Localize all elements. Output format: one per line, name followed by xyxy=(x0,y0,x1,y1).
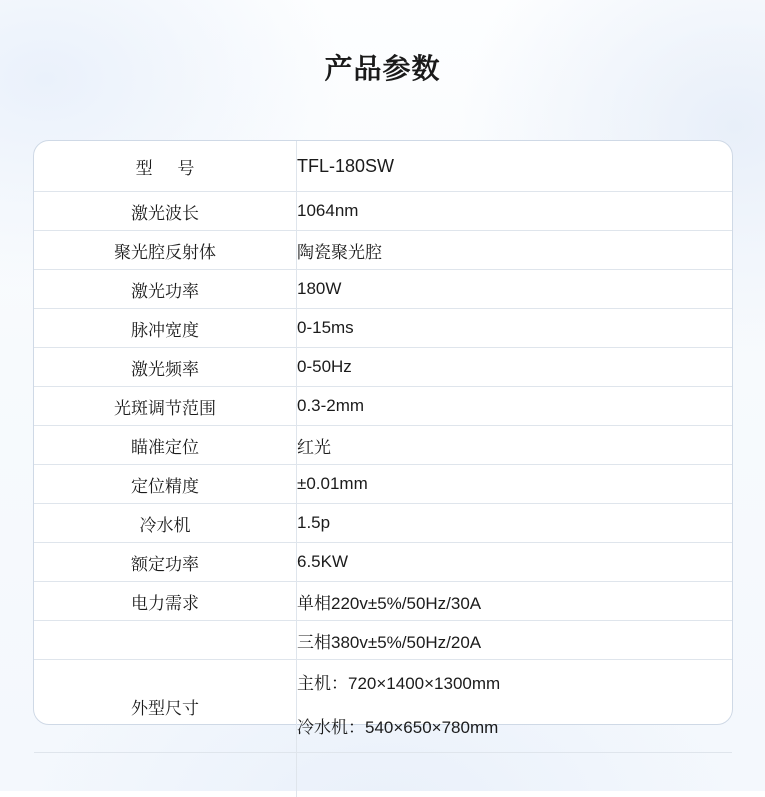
spec-label: 定位精度 xyxy=(34,465,297,504)
table-row xyxy=(34,387,732,426)
spec-value: 单相220v±5%/50Hz/30A xyxy=(297,582,733,621)
spec-value: 1.5p xyxy=(297,504,733,543)
page-title: 产品参数 xyxy=(0,47,765,87)
spec-value: 0-15ms xyxy=(297,309,733,348)
spacer-label-cell xyxy=(34,753,297,797)
spec-value xyxy=(297,660,733,753)
dimension-line-2: 冷水机：540×650×780mm xyxy=(297,706,732,750)
spec-label: 光斑调节范围 xyxy=(34,387,297,426)
spec-label: 瞄准定位 xyxy=(34,426,297,465)
table-row xyxy=(34,270,732,309)
spec-value: 1064nm xyxy=(297,192,733,231)
table-row xyxy=(34,309,732,348)
spec-table xyxy=(34,141,732,797)
table-row xyxy=(34,426,732,465)
spec-label xyxy=(34,621,297,660)
table-row xyxy=(34,543,732,582)
dimension-line-1: 主机：720×1400×1300mm xyxy=(297,662,732,706)
spec-value: 6.5KW xyxy=(297,543,733,582)
spec-value: ±0.01mm xyxy=(297,465,733,504)
table-row xyxy=(34,141,732,192)
spec-label: 电力需求 xyxy=(34,582,297,621)
spec-label: 聚光腔反射体 xyxy=(34,231,297,270)
spec-table-card xyxy=(33,140,733,725)
spec-value: 0-50Hz xyxy=(297,348,733,387)
table-row xyxy=(34,504,732,543)
table-row xyxy=(34,348,732,387)
table-row xyxy=(34,621,732,660)
table-row xyxy=(34,465,732,504)
spec-label: 激光波长 xyxy=(34,192,297,231)
table-row-spacer xyxy=(34,753,732,797)
spacer-value-cell xyxy=(297,753,733,797)
spec-value: 红光 xyxy=(297,426,733,465)
spec-label: 激光频率 xyxy=(34,348,297,387)
table-row xyxy=(34,660,732,753)
spec-label: 激光功率 xyxy=(34,270,297,309)
spec-value: TFL-180SW xyxy=(297,141,733,192)
table-row xyxy=(34,192,732,231)
spec-label: 额定功率 xyxy=(34,543,297,582)
table-row xyxy=(34,231,732,270)
spec-label: 脉冲宽度 xyxy=(34,309,297,348)
spec-label: 冷水机 xyxy=(34,504,297,543)
spec-value: 陶瓷聚光腔 xyxy=(297,231,733,270)
spec-value: 三相380v±5%/50Hz/20A xyxy=(297,621,733,660)
spec-label: 型 号 xyxy=(34,141,297,192)
table-row xyxy=(34,582,732,621)
spec-value: 180W xyxy=(297,270,733,309)
spec-label: 外型尺寸 xyxy=(34,660,297,753)
spec-value: 0.3-2mm xyxy=(297,387,733,426)
